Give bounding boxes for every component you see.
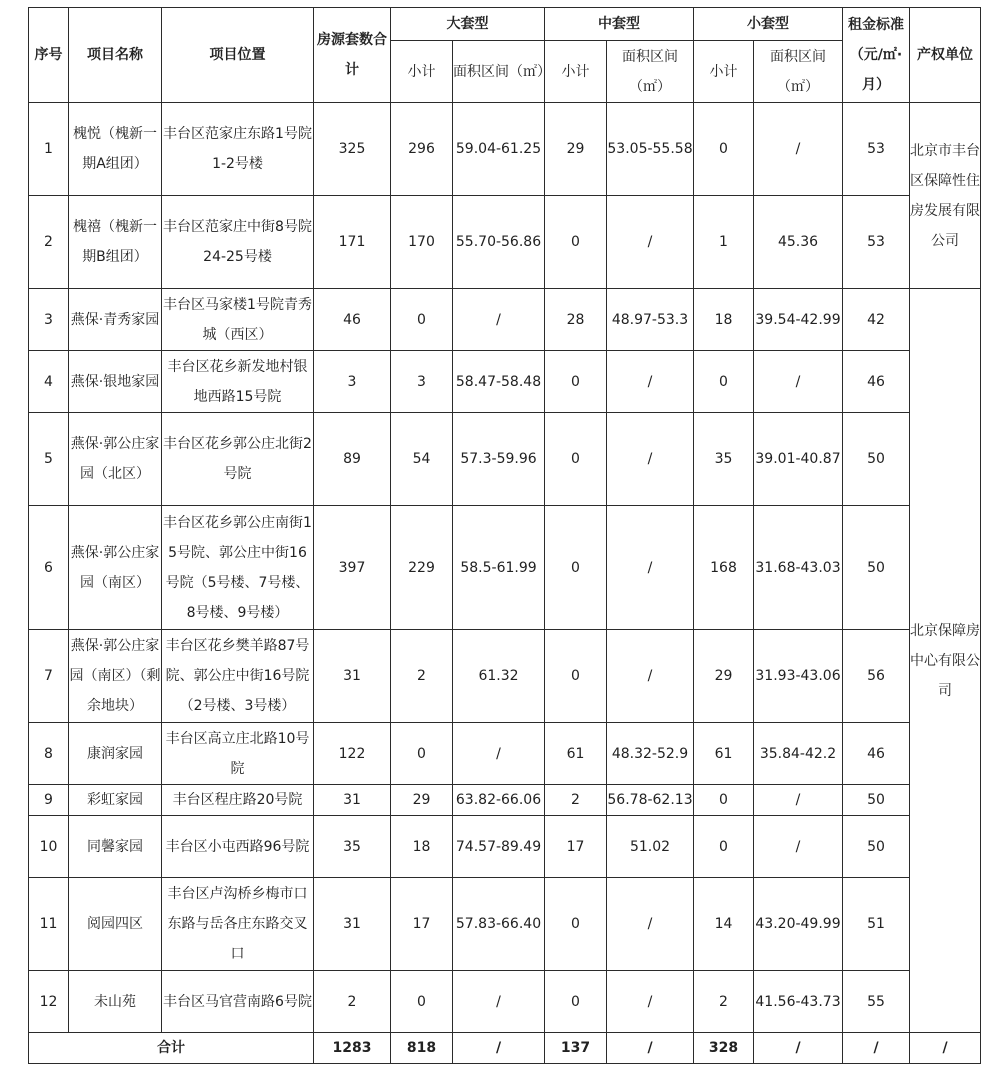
medium-area: / [607, 196, 694, 289]
large-area: 57.83-66.40 [453, 878, 545, 971]
medium-subtotal-sum: 137 [545, 1033, 607, 1064]
large-area: / [453, 723, 545, 785]
rent-standard: 50 [843, 413, 910, 506]
table-row [29, 289, 981, 351]
rent-standard: 42 [843, 289, 910, 351]
project-location: 丰台区范家庄东路1号院1-2号楼 [162, 103, 314, 196]
project-location: 丰台区花乡郭公庄北街2号院 [162, 413, 314, 506]
medium-subtotal: 0 [545, 878, 607, 971]
header-total-units: 房源套数合计 [314, 8, 391, 103]
table-row [29, 971, 981, 1033]
table-row [29, 506, 981, 630]
project-location: 丰台区卢沟桥乡梅市口东路与岳各庄东路交叉口 [162, 878, 314, 971]
small-area: 41.56-43.73 [754, 971, 843, 1033]
total-units: 325 [314, 103, 391, 196]
large-subtotal: 17 [391, 878, 453, 971]
large-area: 55.70-56.86 [453, 196, 545, 289]
small-subtotal: 14 [694, 878, 754, 971]
large-area: 57.3-59.96 [453, 413, 545, 506]
project-location: 丰台区马家楼1号院青秀城（西区） [162, 289, 314, 351]
rent-standard: 46 [843, 723, 910, 785]
small-area-total: / [754, 1033, 843, 1064]
small-area: 43.20-49.99 [754, 878, 843, 971]
rent-standard: 50 [843, 506, 910, 630]
total-units: 89 [314, 413, 391, 506]
rent-standard: 50 [843, 785, 910, 816]
medium-subtotal: 0 [545, 630, 607, 723]
large-subtotal: 296 [391, 103, 453, 196]
medium-area: / [607, 506, 694, 630]
row-seq: 8 [29, 723, 69, 785]
small-subtotal: 168 [694, 506, 754, 630]
small-subtotal: 1 [694, 196, 754, 289]
medium-subtotal: 29 [545, 103, 607, 196]
medium-subtotal: 0 [545, 413, 607, 506]
large-area: 58.5-61.99 [453, 506, 545, 630]
header-project-location: 项目位置 [162, 8, 314, 103]
medium-area-total: / [607, 1033, 694, 1064]
row-seq: 12 [29, 971, 69, 1033]
rent-standard: 53 [843, 196, 910, 289]
project-name: 槐悦（槐新一期A组团） [69, 103, 162, 196]
header-small-subtotal: 小计 [694, 41, 754, 103]
table-row [29, 785, 981, 816]
row-seq: 1 [29, 103, 69, 196]
table-row [29, 878, 981, 971]
medium-subtotal: 0 [545, 196, 607, 289]
header-small-type: 小套型 [694, 8, 843, 41]
medium-subtotal: 61 [545, 723, 607, 785]
total-units: 2 [314, 971, 391, 1033]
rent-standard: 50 [843, 816, 910, 878]
medium-area: 51.02 [607, 816, 694, 878]
large-area: 59.04-61.25 [453, 103, 545, 196]
medium-subtotal: 0 [545, 351, 607, 413]
owner-beijing: 北京保障房中心有限公司 [910, 289, 981, 1033]
large-subtotal: 3 [391, 351, 453, 413]
header-large-type: 大套型 [391, 8, 545, 41]
small-area: 45.36 [754, 196, 843, 289]
project-name: 未山苑 [69, 971, 162, 1033]
row-seq: 10 [29, 816, 69, 878]
small-area: 39.01-40.87 [754, 413, 843, 506]
medium-area: / [607, 971, 694, 1033]
total-units: 46 [314, 289, 391, 351]
project-name: 康润家园 [69, 723, 162, 785]
project-name: 彩虹家园 [69, 785, 162, 816]
project-name: 同馨家园 [69, 816, 162, 878]
total-units: 31 [314, 878, 391, 971]
owner-total: / [910, 1033, 981, 1064]
small-subtotal: 0 [694, 351, 754, 413]
medium-area: / [607, 878, 694, 971]
small-area: 31.68-43.03 [754, 506, 843, 630]
total-units: 3 [314, 351, 391, 413]
project-location: 丰台区程庄路20号院 [162, 785, 314, 816]
large-area: / [453, 289, 545, 351]
small-subtotal: 2 [694, 971, 754, 1033]
header-small-area: 面积区间（㎡） [754, 41, 843, 103]
medium-subtotal: 2 [545, 785, 607, 816]
total-row [29, 1033, 981, 1064]
small-subtotal-sum: 328 [694, 1033, 754, 1064]
small-subtotal: 0 [694, 103, 754, 196]
small-area: 39.54-42.99 [754, 289, 843, 351]
header-medium-type: 中套型 [545, 8, 694, 41]
project-location: 丰台区小屯西路96号院 [162, 816, 314, 878]
large-subtotal: 0 [391, 971, 453, 1033]
rent-standard: 51 [843, 878, 910, 971]
table-row [29, 413, 981, 506]
table-row [29, 723, 981, 785]
rent-standard: 55 [843, 971, 910, 1033]
project-name: 燕保·郭公庄家园（南区） [69, 506, 162, 630]
small-subtotal: 29 [694, 630, 754, 723]
rent-standard: 46 [843, 351, 910, 413]
large-area-total: / [453, 1033, 545, 1064]
total-units: 122 [314, 723, 391, 785]
total-units: 171 [314, 196, 391, 289]
header-project-name: 项目名称 [69, 8, 162, 103]
large-area: 61.32 [453, 630, 545, 723]
rent-total: / [843, 1033, 910, 1064]
large-subtotal: 0 [391, 723, 453, 785]
large-subtotal: 18 [391, 816, 453, 878]
small-area: 31.93-43.06 [754, 630, 843, 723]
large-area: 58.47-58.48 [453, 351, 545, 413]
header-medium-subtotal: 小计 [545, 41, 607, 103]
rent-standard: 56 [843, 630, 910, 723]
small-area: / [754, 351, 843, 413]
table-row [29, 351, 981, 413]
header-owner: 产权单位 [910, 8, 981, 103]
project-location: 丰台区高立庄北路10号院 [162, 723, 314, 785]
small-subtotal: 0 [694, 785, 754, 816]
header-large-subtotal: 小计 [391, 41, 453, 103]
table-row [29, 103, 981, 196]
medium-area: 53.05-55.58 [607, 103, 694, 196]
small-subtotal: 18 [694, 289, 754, 351]
project-location: 丰台区花乡新发地村银地西路15号院 [162, 351, 314, 413]
total-units: 31 [314, 630, 391, 723]
large-subtotal: 229 [391, 506, 453, 630]
large-subtotal: 0 [391, 289, 453, 351]
header-medium-area: 面积区间（㎡） [607, 41, 694, 103]
row-seq: 6 [29, 506, 69, 630]
large-area: / [453, 971, 545, 1033]
large-subtotal: 2 [391, 630, 453, 723]
total-units: 397 [314, 506, 391, 630]
rent-standard: 53 [843, 103, 910, 196]
total-label: 合计 [29, 1033, 314, 1064]
large-area: 63.82-66.06 [453, 785, 545, 816]
medium-subtotal: 28 [545, 289, 607, 351]
large-subtotal-sum: 818 [391, 1033, 453, 1064]
project-location: 丰台区花乡郭公庄南街15号院、郭公庄中街16号院（5号楼、7号楼、8号楼、9号楼） [162, 506, 314, 630]
row-seq: 3 [29, 289, 69, 351]
large-subtotal: 29 [391, 785, 453, 816]
project-name: 燕保·郭公庄家园（北区） [69, 413, 162, 506]
header-large-area: 面积区间（㎡） [453, 41, 545, 103]
small-area: / [754, 103, 843, 196]
medium-subtotal: 0 [545, 506, 607, 630]
total-units: 35 [314, 816, 391, 878]
header-seq: 序号 [29, 8, 69, 103]
total-units-sum: 1283 [314, 1033, 391, 1064]
project-name: 燕保·郭公庄家园（南区）（剩余地块） [69, 630, 162, 723]
medium-subtotal: 17 [545, 816, 607, 878]
housing-table [28, 7, 981, 1064]
small-area: / [754, 816, 843, 878]
medium-area: 48.97-53.3 [607, 289, 694, 351]
large-area: 74.57-89.49 [453, 816, 545, 878]
row-seq: 5 [29, 413, 69, 506]
medium-area: 56.78-62.13 [607, 785, 694, 816]
project-name: 槐禧（槐新一期B组团） [69, 196, 162, 289]
project-location: 丰台区花乡樊羊路87号院、郭公庄中街16号院（2号楼、3号楼） [162, 630, 314, 723]
small-subtotal: 35 [694, 413, 754, 506]
header-row [29, 8, 981, 41]
table-row [29, 816, 981, 878]
small-area: 35.84-42.2 [754, 723, 843, 785]
medium-area: / [607, 630, 694, 723]
medium-area: / [607, 413, 694, 506]
small-subtotal: 0 [694, 816, 754, 878]
row-seq: 7 [29, 630, 69, 723]
row-seq: 9 [29, 785, 69, 816]
row-seq: 4 [29, 351, 69, 413]
table-row [29, 630, 981, 723]
table-row [29, 196, 981, 289]
small-area: / [754, 785, 843, 816]
project-name: 燕保·青秀家园 [69, 289, 162, 351]
total-units: 31 [314, 785, 391, 816]
header-rent: 租金标准（元/㎡·月） [843, 8, 910, 103]
medium-subtotal: 0 [545, 971, 607, 1033]
medium-area: / [607, 351, 694, 413]
project-location: 丰台区范家庄中街8号院24-25号楼 [162, 196, 314, 289]
row-seq: 2 [29, 196, 69, 289]
large-subtotal: 54 [391, 413, 453, 506]
project-name: 阅园四区 [69, 878, 162, 971]
owner-fengtai: 北京市丰台区保障性住房发展有限公司 [910, 103, 981, 289]
large-subtotal: 170 [391, 196, 453, 289]
project-location: 丰台区马官营南路6号院 [162, 971, 314, 1033]
row-seq: 11 [29, 878, 69, 971]
project-name: 燕保·银地家园 [69, 351, 162, 413]
medium-area: 48.32-52.9 [607, 723, 694, 785]
small-subtotal: 61 [694, 723, 754, 785]
